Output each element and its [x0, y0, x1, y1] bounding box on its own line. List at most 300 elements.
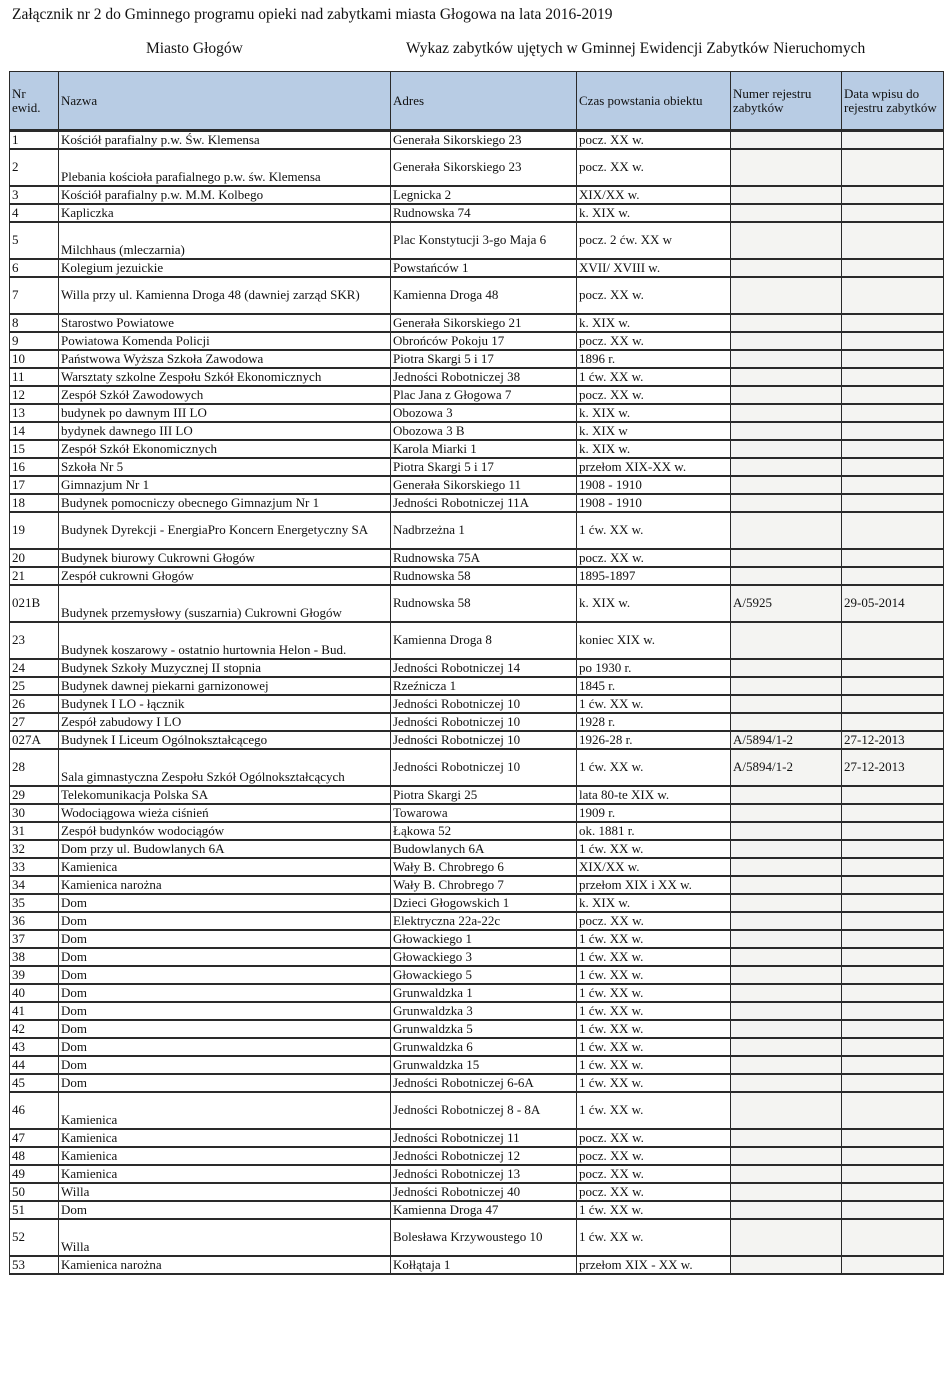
- cell-nazwa: Milchhaus (mleczarnia): [59, 222, 391, 259]
- cell-data: [842, 876, 944, 894]
- cell-nr: 49: [10, 1165, 59, 1183]
- cell-nazwa: Zespół Szkół Ekonomicznych: [59, 440, 391, 458]
- cell-rejestr: [731, 1002, 842, 1020]
- cell-data: [842, 1256, 944, 1274]
- cell-nazwa: Willa: [59, 1183, 391, 1201]
- cell-adres: Jedności Robotniczej 12: [391, 1147, 577, 1165]
- cell-data: [842, 1183, 944, 1201]
- table-row: [10, 713, 944, 731]
- cell-nr: 48: [10, 1147, 59, 1165]
- cell-data: [842, 622, 944, 659]
- cell-nazwa: Dom: [59, 930, 391, 948]
- cell-czas: 1895-1897: [577, 567, 731, 585]
- cell-czas: 1926-28 r.: [577, 731, 731, 749]
- cell-data: [842, 966, 944, 984]
- cell-czas: XIX/XX w.: [577, 858, 731, 876]
- cell-adres: Rzeźnicza 1: [391, 677, 577, 695]
- cell-adres: Piotra Skargi 25: [391, 786, 577, 804]
- cell-czas: 1928 r.: [577, 713, 731, 731]
- table-row: [10, 386, 944, 404]
- cell-czas: przełom XIX - XX w.: [577, 1256, 731, 1274]
- cell-nazwa: bydynek dawnego III LO: [59, 422, 391, 440]
- cell-data: [842, 222, 944, 259]
- cell-nr: 8: [10, 314, 59, 332]
- cell-rejestr: [731, 131, 842, 149]
- cell-nazwa: Dom: [59, 1056, 391, 1074]
- cell-czas: pocz. XX w.: [577, 1147, 731, 1165]
- cell-nazwa: Budynek I Liceum Ogólnokształcącego: [59, 731, 391, 749]
- cell-nazwa: Powiatowa Komenda Policji: [59, 332, 391, 350]
- cell-rejestr: [731, 894, 842, 912]
- cell-nr: 17: [10, 476, 59, 494]
- table-row: [10, 314, 944, 332]
- cell-nazwa: Zespół Szkół Zawodowych: [59, 386, 391, 404]
- table-row: [10, 1038, 944, 1056]
- cell-rejestr: [731, 948, 842, 966]
- cell-nr: 21: [10, 567, 59, 585]
- cell-nr: 13: [10, 404, 59, 422]
- cell-rejestr: [731, 1183, 842, 1201]
- cell-data: 27-12-2013: [842, 731, 944, 749]
- cell-nazwa: Dom: [59, 966, 391, 984]
- cell-data: [842, 948, 944, 966]
- table-row: [10, 1165, 944, 1183]
- cell-nazwa: Kościół parafialny p.w. M.M. Kolbego: [59, 186, 391, 204]
- cell-data: [842, 1020, 944, 1038]
- cell-nazwa: Kamienica narożna: [59, 876, 391, 894]
- cell-rejestr: [731, 149, 842, 186]
- cell-data: [842, 804, 944, 822]
- table-row: [10, 404, 944, 422]
- cell-nr: 24: [10, 659, 59, 677]
- table-row: [10, 1020, 944, 1038]
- cell-nazwa: Sala gimnastyczna Zespołu Szkół Ogólnokształcących: [59, 749, 391, 786]
- cell-nazwa: Warsztaty szkolne Zespołu Szkół Ekonomicznych: [59, 368, 391, 386]
- cell-czas: 1 ćw. XX w.: [577, 1020, 731, 1038]
- cell-data: [842, 314, 944, 332]
- cell-data: [842, 1219, 944, 1256]
- table-row: [10, 804, 944, 822]
- cell-data: [842, 822, 944, 840]
- cell-czas: k. XIX w.: [577, 314, 731, 332]
- cell-nr: 35: [10, 894, 59, 912]
- cell-adres: Kamienna Droga 47: [391, 1201, 577, 1219]
- cell-nr: 53: [10, 1256, 59, 1274]
- cell-rejestr: [731, 622, 842, 659]
- cell-adres: Kołłątaja 1: [391, 1256, 577, 1274]
- table-row: [10, 440, 944, 458]
- cell-data: [842, 1002, 944, 1020]
- table-row: [10, 512, 944, 549]
- cell-rejestr: [731, 1056, 842, 1074]
- cell-data: [842, 984, 944, 1002]
- cell-nr: 19: [10, 512, 59, 549]
- table-row: [10, 149, 944, 186]
- cell-data: [842, 512, 944, 549]
- table-row: [10, 749, 944, 786]
- cell-czas: 1 ćw. XX w.: [577, 840, 731, 858]
- cell-adres: Nadbrzeżna 1: [391, 512, 577, 549]
- cell-nazwa: Kamienica: [59, 1165, 391, 1183]
- cell-nr: 44: [10, 1056, 59, 1074]
- table-row: [10, 786, 944, 804]
- cell-rejestr: [731, 1020, 842, 1038]
- cell-nazwa: Budynek Szkoły Muzycznej II stopnia: [59, 659, 391, 677]
- cell-adres: Obrońców Pokoju 17: [391, 332, 577, 350]
- table-row: [10, 204, 944, 222]
- cell-data: [842, 422, 944, 440]
- cell-nr: 47: [10, 1129, 59, 1147]
- cell-czas: przełom XIX-XX w.: [577, 458, 731, 476]
- cell-nr: 46: [10, 1092, 59, 1129]
- cell-rejestr: [731, 659, 842, 677]
- table-row: [10, 858, 944, 876]
- cell-rejestr: A/5894/1-2: [731, 731, 842, 749]
- cell-nazwa: Zespół budynków wodociągów: [59, 822, 391, 840]
- cell-czas: pocz. XX w.: [577, 386, 731, 404]
- cell-data: [842, 930, 944, 948]
- cell-nr: 23: [10, 622, 59, 659]
- cell-data: [842, 786, 944, 804]
- table-row: [10, 567, 944, 585]
- cell-czas: 1 ćw. XX w.: [577, 1002, 731, 1020]
- cell-data: [842, 476, 944, 494]
- table-row: [10, 1056, 944, 1074]
- cell-nr: 32: [10, 840, 59, 858]
- cell-nr: 45: [10, 1074, 59, 1092]
- cell-nazwa: Kamienica: [59, 1129, 391, 1147]
- cell-data: [842, 713, 944, 731]
- cell-nr: 39: [10, 966, 59, 984]
- cell-nazwa: Państwowa Wyższa Szkoła Zawodowa: [59, 350, 391, 368]
- column-header-data: Data wpisu do rejestru zabytków: [842, 72, 944, 131]
- cell-adres: Wały B. Chrobrego 6: [391, 858, 577, 876]
- table-row: [10, 1183, 944, 1201]
- cell-rejestr: [731, 966, 842, 984]
- cell-nazwa: Dom: [59, 1002, 391, 1020]
- cell-nr: 3: [10, 186, 59, 204]
- cell-nazwa: Kamienica: [59, 1092, 391, 1129]
- cell-nr: 26: [10, 695, 59, 713]
- cell-adres: Bolesława Krzywoustego 10: [391, 1219, 577, 1256]
- cell-rejestr: [731, 1038, 842, 1056]
- cell-czas: 1 ćw. XX w.: [577, 948, 731, 966]
- cell-rejestr: [731, 695, 842, 713]
- cell-rejestr: [731, 222, 842, 259]
- cell-data: [842, 332, 944, 350]
- cell-rejestr: [731, 840, 842, 858]
- column-header-nazwa: Nazwa: [59, 72, 391, 131]
- cell-rejestr: [731, 1092, 842, 1129]
- cell-czas: pocz. XX w.: [577, 149, 731, 186]
- cell-adres: Rudnowska 58: [391, 585, 577, 622]
- cell-rejestr: [731, 1129, 842, 1147]
- cell-czas: pocz. 2 ćw. XX w: [577, 222, 731, 259]
- cell-nr: 50: [10, 1183, 59, 1201]
- cell-nazwa: Kościół parafialny p.w. Św. Klemensa: [59, 131, 391, 149]
- cell-czas: po 1930 r.: [577, 659, 731, 677]
- cell-adres: Rudnowska 75A: [391, 549, 577, 567]
- cell-nazwa: Kamienica narożna: [59, 1256, 391, 1274]
- cell-nr: 29: [10, 786, 59, 804]
- cell-czas: pocz. XX w.: [577, 549, 731, 567]
- table-row: [10, 350, 944, 368]
- cell-adres: Karola Miarki 1: [391, 440, 577, 458]
- table-row: [10, 422, 944, 440]
- cell-adres: Jedności Robotniczej 38: [391, 368, 577, 386]
- cell-nr: 021B: [10, 585, 59, 622]
- cell-adres: Jedności Robotniczej 10: [391, 731, 577, 749]
- cell-rejestr: [731, 404, 842, 422]
- cell-nazwa: Szkoła Nr 5: [59, 458, 391, 476]
- cell-rejestr: [731, 1256, 842, 1274]
- cell-adres: Grunwaldzka 5: [391, 1020, 577, 1038]
- cell-adres: Towarowa: [391, 804, 577, 822]
- table-row: [10, 494, 944, 512]
- cell-czas: 1 ćw. XX w.: [577, 930, 731, 948]
- cell-adres: Dzieci Głogowskich 1: [391, 894, 577, 912]
- cell-data: [842, 1147, 944, 1165]
- column-header-nr: Nr ewid.: [10, 72, 59, 131]
- column-header-adres: Adres: [391, 72, 577, 131]
- cell-data: 29-05-2014: [842, 585, 944, 622]
- table-row: [10, 476, 944, 494]
- cell-nr: 38: [10, 948, 59, 966]
- cell-data: [842, 186, 944, 204]
- cell-adres: Rudnowska 58: [391, 567, 577, 585]
- cell-czas: 1908 - 1910: [577, 476, 731, 494]
- cell-nazwa: Starostwo Powiatowe: [59, 314, 391, 332]
- cell-czas: 1 ćw. XX w.: [577, 1092, 731, 1129]
- cell-nr: 41: [10, 1002, 59, 1020]
- cell-data: [842, 1056, 944, 1074]
- cell-rejestr: [731, 1147, 842, 1165]
- cell-adres: Jedności Robotniczej 6-6A: [391, 1074, 577, 1092]
- cell-czas: k. XIX w.: [577, 894, 731, 912]
- cell-rejestr: [731, 259, 842, 277]
- cell-data: [842, 131, 944, 149]
- cell-data: [842, 1165, 944, 1183]
- table-row: [10, 1147, 944, 1165]
- cell-czas: pocz. XX w.: [577, 1129, 731, 1147]
- cell-nazwa: Willa: [59, 1219, 391, 1256]
- cell-adres: Kamienna Droga 48: [391, 277, 577, 314]
- cell-nr: 28: [10, 749, 59, 786]
- cell-rejestr: [731, 350, 842, 368]
- cell-nr: 11: [10, 368, 59, 386]
- cell-czas: 1 ćw. XX w.: [577, 512, 731, 549]
- cell-data: [842, 567, 944, 585]
- cell-nazwa: Dom: [59, 948, 391, 966]
- cell-rejestr: [731, 1074, 842, 1092]
- cell-nr: 14: [10, 422, 59, 440]
- cell-data: [842, 1201, 944, 1219]
- cell-adres: Piotra Skargi 5 i 17: [391, 350, 577, 368]
- table-header-row: [10, 72, 944, 131]
- cell-nr: 16: [10, 458, 59, 476]
- table-row: [10, 840, 944, 858]
- table-row: [10, 186, 944, 204]
- cell-adres: Generała Sikorskiego 11: [391, 476, 577, 494]
- cell-rejestr: [731, 713, 842, 731]
- cell-czas: 1 ćw. XX w.: [577, 1219, 731, 1256]
- monuments-table: [9, 71, 944, 1275]
- table-row: [10, 1129, 944, 1147]
- table-row: [10, 1002, 944, 1020]
- table-row: [10, 930, 944, 948]
- cell-adres: Grunwaldzka 15: [391, 1056, 577, 1074]
- cell-rejestr: [731, 984, 842, 1002]
- cell-rejestr: [731, 876, 842, 894]
- cell-adres: Generała Sikorskiego 23: [391, 131, 577, 149]
- cell-adres: Generała Sikorskiego 23: [391, 149, 577, 186]
- cell-data: [842, 1092, 944, 1129]
- cell-nr: 37: [10, 930, 59, 948]
- cell-czas: k. XIX w.: [577, 585, 731, 622]
- cell-adres: Wały B. Chrobrego 7: [391, 876, 577, 894]
- cell-rejestr: [731, 512, 842, 549]
- cell-czas: pocz. XX w.: [577, 1165, 731, 1183]
- cell-nr: 33: [10, 858, 59, 876]
- cell-data: [842, 695, 944, 713]
- cell-rejestr: [731, 549, 842, 567]
- cell-data: [842, 494, 944, 512]
- table-row: [10, 876, 944, 894]
- cell-data: [842, 1038, 944, 1056]
- table-row: [10, 259, 944, 277]
- cell-nazwa: Dom: [59, 1074, 391, 1092]
- cell-nazwa: Budynek biurowy Cukrowni Głogów: [59, 549, 391, 567]
- cell-czas: k. XIX w.: [577, 440, 731, 458]
- cell-data: [842, 458, 944, 476]
- cell-nr: 027A: [10, 731, 59, 749]
- cell-nr: 15: [10, 440, 59, 458]
- cell-adres: Jedności Robotniczej 10: [391, 695, 577, 713]
- cell-nazwa: Budynek I LO - łącznik: [59, 695, 391, 713]
- cell-czas: pocz. XX w.: [577, 912, 731, 930]
- cell-czas: 1 ćw. XX w.: [577, 966, 731, 984]
- cell-rejestr: [731, 677, 842, 695]
- cell-nazwa: Dom: [59, 1020, 391, 1038]
- cell-nr: 5: [10, 222, 59, 259]
- table-row: [10, 894, 944, 912]
- table-row: [10, 622, 944, 659]
- cell-data: [842, 204, 944, 222]
- cell-czas: pocz. XX w.: [577, 332, 731, 350]
- cell-adres: Jedności Robotniczej 13: [391, 1165, 577, 1183]
- cell-data: [842, 440, 944, 458]
- cell-nr: 4: [10, 204, 59, 222]
- cell-czas: lata 80-te XIX w.: [577, 786, 731, 804]
- cell-rejestr: [731, 786, 842, 804]
- cell-rejestr: [731, 858, 842, 876]
- cell-czas: XIX/XX w.: [577, 186, 731, 204]
- column-header-rejestr: Numer rejestru zabytków: [731, 72, 842, 131]
- cell-data: [842, 858, 944, 876]
- cell-data: [842, 549, 944, 567]
- cell-nr: 42: [10, 1020, 59, 1038]
- cell-nazwa: Budynek Dyrekcji - EnergiaPro Koncern Energetyczny SA: [59, 512, 391, 549]
- cell-nazwa: Wodociągowa wieża ciśnień: [59, 804, 391, 822]
- cell-nazwa: Zespół zabudowy I LO: [59, 713, 391, 731]
- cell-nr: 7: [10, 277, 59, 314]
- cell-nazwa: Plebania kościoła parafialnego p.w. św. Klemensa: [59, 149, 391, 186]
- cell-rejestr: [731, 332, 842, 350]
- cell-nazwa: budynek po dawnym III LO: [59, 404, 391, 422]
- cell-czas: 1 ćw. XX w.: [577, 695, 731, 713]
- cell-rejestr: [731, 1219, 842, 1256]
- cell-rejestr: [731, 804, 842, 822]
- cell-nr: 27: [10, 713, 59, 731]
- cell-nazwa: Dom: [59, 1201, 391, 1219]
- table-row: [10, 948, 944, 966]
- cell-rejestr: [731, 494, 842, 512]
- cell-rejestr: A/5925: [731, 585, 842, 622]
- cell-nazwa: Budynek dawnej piekarni garnizonowej: [59, 677, 391, 695]
- cell-czas: k. XIX w.: [577, 204, 731, 222]
- cell-data: [842, 677, 944, 695]
- cell-adres: Obozowa 3 B: [391, 422, 577, 440]
- cell-czas: XVII/ XVIII w.: [577, 259, 731, 277]
- cell-adres: Kamienna Droga 8: [391, 622, 577, 659]
- table-row: [10, 585, 944, 622]
- cell-rejestr: [731, 368, 842, 386]
- cell-rejestr: [731, 1201, 842, 1219]
- cell-rejestr: [731, 186, 842, 204]
- table-row: [10, 731, 944, 749]
- cell-adres: Plac Jana z Głogowa 7: [391, 386, 577, 404]
- cell-nazwa: Kolegium jezuickie: [59, 259, 391, 277]
- cell-data: [842, 1074, 944, 1092]
- cell-data: [842, 259, 944, 277]
- cell-nazwa: Zespół cukrowni Głogów: [59, 567, 391, 585]
- cell-czas: 1 ćw. XX w.: [577, 1038, 731, 1056]
- cell-data: [842, 404, 944, 422]
- cell-adres: Jedności Robotniczej 10: [391, 713, 577, 731]
- city-name: Miasto Głogów: [146, 40, 243, 57]
- cell-rejestr: [731, 440, 842, 458]
- cell-nr: 34: [10, 876, 59, 894]
- cell-nazwa: Kamienica: [59, 1147, 391, 1165]
- cell-nr: 9: [10, 332, 59, 350]
- cell-czas: 1 ćw. XX w.: [577, 984, 731, 1002]
- cell-czas: 1 ćw. XX w.: [577, 1074, 731, 1092]
- cell-czas: pocz. XX w.: [577, 131, 731, 149]
- cell-data: [842, 659, 944, 677]
- cell-czas: 1 ćw. XX w.: [577, 1056, 731, 1074]
- cell-nazwa: Budynek koszarowy - ostatnio hurtownia Helon - Bud.: [59, 622, 391, 659]
- document-title: Załącznik nr 2 do Gminnego programu opieki nad zabytkami miasta Głogowa na lata 2016-2019: [12, 6, 613, 23]
- cell-adres: Plac Konstytucji 3-go Maja 6: [391, 222, 577, 259]
- table-row: [10, 984, 944, 1002]
- cell-adres: Obozowa 3: [391, 404, 577, 422]
- cell-nazwa: Dom: [59, 912, 391, 930]
- cell-czas: 1896 r.: [577, 350, 731, 368]
- cell-rejestr: [731, 277, 842, 314]
- cell-nr: 51: [10, 1201, 59, 1219]
- table-row: [10, 549, 944, 567]
- list-title: Wykaz zabytków ujętych w Gminnej Ewidencji Zabytków Nieruchomych: [406, 40, 866, 57]
- cell-adres: Powstańców 1: [391, 259, 577, 277]
- cell-rejestr: [731, 314, 842, 332]
- table-row: [10, 1256, 944, 1274]
- cell-nazwa: Budynek przemysłowy (suszarnia) Cukrowni Głogów: [59, 585, 391, 622]
- cell-nazwa: Dom przy ul. Budowlanych 6A: [59, 840, 391, 858]
- cell-nr: 12: [10, 386, 59, 404]
- cell-nr: 6: [10, 259, 59, 277]
- cell-data: [842, 277, 944, 314]
- cell-nr: 18: [10, 494, 59, 512]
